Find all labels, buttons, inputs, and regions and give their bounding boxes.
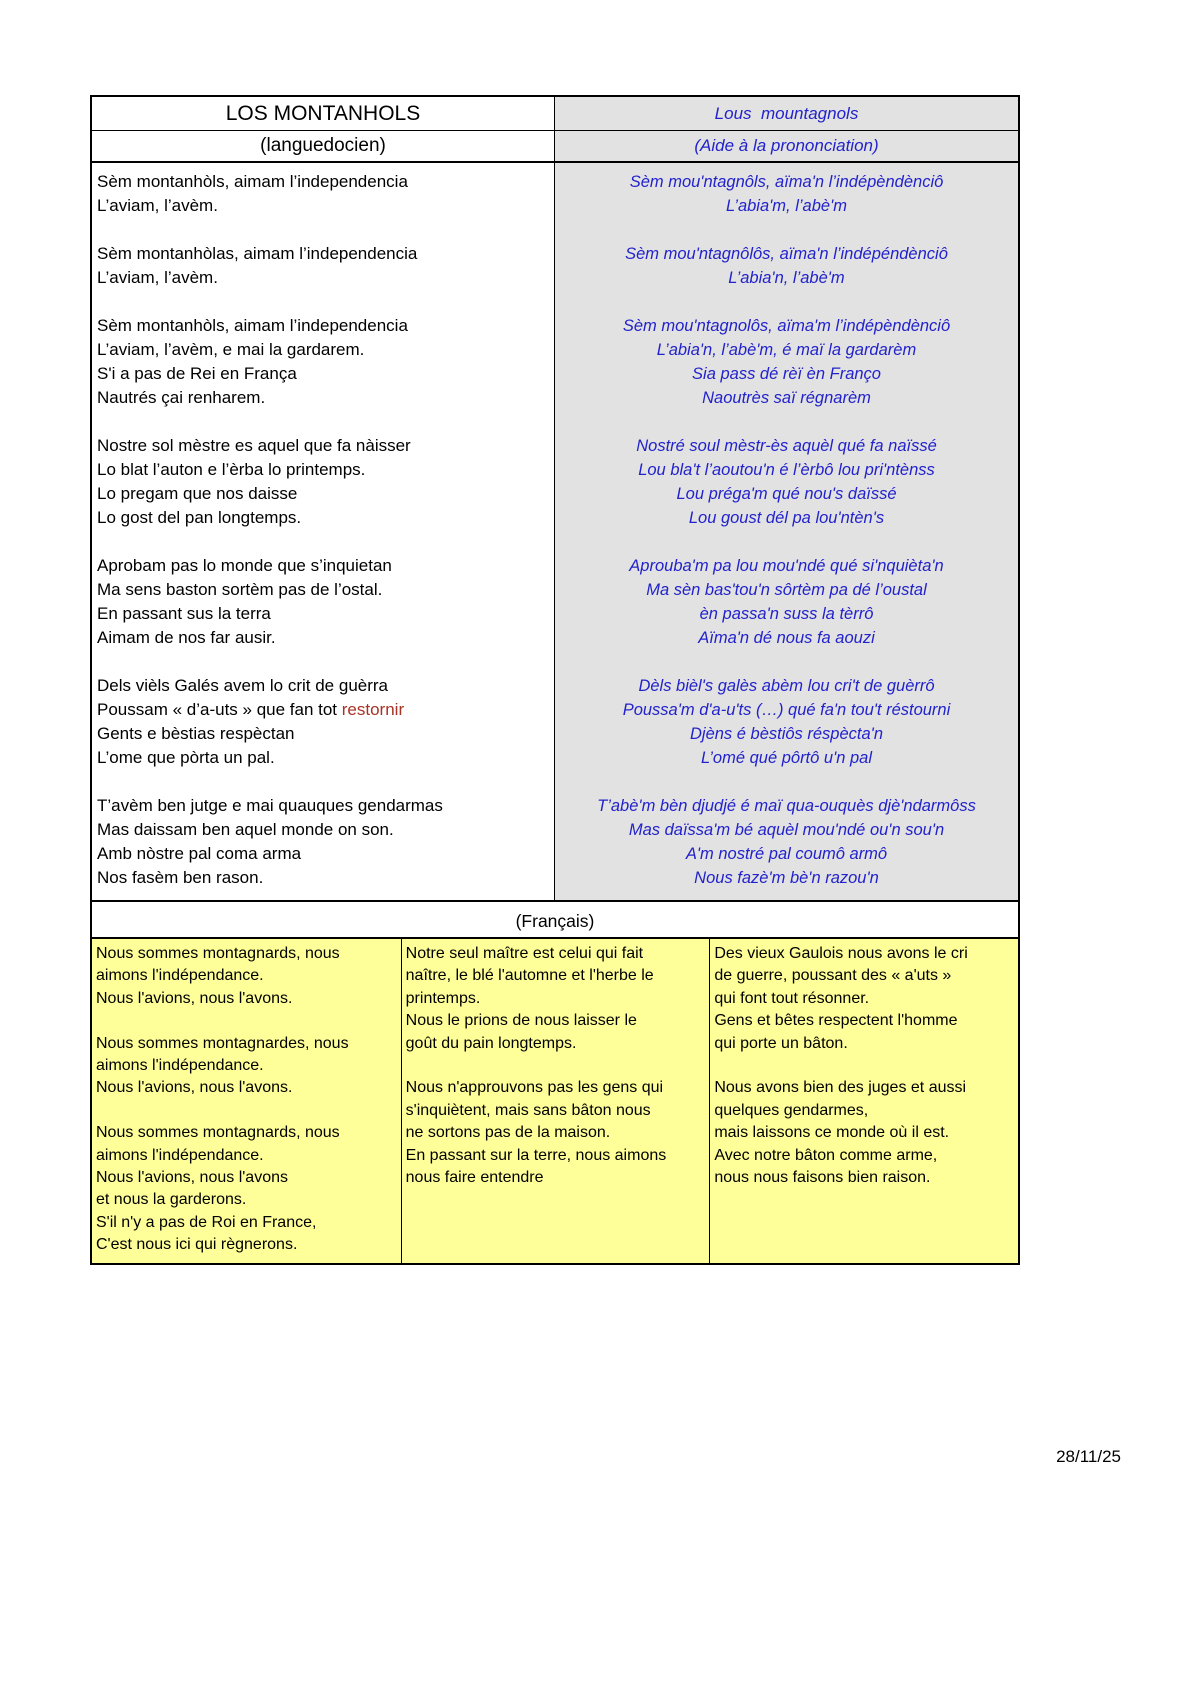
text-line: qui porte un bâton. [714,1034,848,1052]
verse [97,674,549,770]
text-line: èn passa'n suss la tèrrô [699,605,874,623]
text-line: Mas daissam ben aquel monde on son. [97,820,394,839]
text-line: Lo pregam que nos daisse [97,484,298,503]
text-line: Nous sommes montagnards, nous [96,945,340,962]
text-line: Nous l'avions, nous l'avons. [96,989,293,1007]
date-label: 28/11/25 [1056,1447,1121,1466]
text-line: Aprouba'm pa lou mou'ndé qué si'nquièta'n [629,557,944,575]
text-line: Sèm montanhòls, aimam l’independencia [97,316,408,335]
text-line: naître, le blé l'automne et l'herbe le [405,967,654,985]
text-line: nous nous faisons bien raison. [714,1169,931,1187]
text-line: Gens et bêtes respectent l'homme [714,1012,958,1030]
text-line: T’abè'm bèn djudjé é maï qua-ouquès djè'ndarmôss [597,797,976,815]
text-line: Avec notre bâton comme arme, [714,1146,938,1164]
text-line: de guerre, poussant des « a'uts » [714,967,952,985]
text-line: Sèm mou'ntagnôls, aïma'n l’indépèndènciô [629,173,944,191]
text-line: L’aviam, l’avèm. [97,196,218,215]
text-line: Amb nòstre pal coma arma [97,844,302,863]
lyrics-body-row [92,163,1018,900]
text-line: Dels vièls Galés avem lo crit de guèrra [97,676,389,695]
verse [97,314,549,410]
text-line: Nous l'avions, nous l'avons [96,1169,288,1187]
text-line: Nous le prions de nous laisser le [405,1012,637,1030]
text-line: aimons l'indépendance. [96,967,264,985]
text-line: Nous fazè'm bè'n razou'n [694,869,879,887]
pronunciation-title: Lous mountagnols [555,97,1018,130]
verse [559,170,1014,218]
text-line: Lou préga'm qué nou's daïssé [676,485,897,503]
text-line [406,1055,707,1077]
text-line: Lou goust dél pa lou'ntèn's [688,509,885,527]
text-line: Sia pass dé rèï èn Franço [692,365,881,383]
text-line: Aïma'n dé nous fa aouzi [698,629,875,647]
verse [97,794,549,890]
verse [559,674,1014,770]
text-line: L’aviam, l’avèm, e mai la gardarem. [97,340,365,359]
text-line: Nos fasèm ben rason. [97,868,264,887]
text-line: T’avèm ben jutge e mai quauques gendarmas [97,796,443,815]
text-line: aimons l'indépendance. [96,1146,264,1164]
verse [559,314,1014,410]
text-line: L’abia'n, l’abè'm [728,269,845,287]
text-line: Nous sommes montagnardes, nous [96,1034,349,1052]
text-line: Naoutrès saï régnarèm [702,389,871,407]
french-section-label: (Français) [92,900,1018,939]
highlighted-word: restornir [341,700,405,719]
occitan-title: LOS MONTANHOLS [92,97,555,130]
text-line: Gents e bèstias respèctan [97,724,295,743]
text-line: quelques gendarmes, [714,1101,869,1119]
text-line: En passant sus la terra [97,604,271,623]
text-line: Ma sens baston sortèm pas de l’ostal. [97,580,383,599]
text-line: Sèm montanhòlas, aimam l’independencia [97,244,418,263]
lyrics-table [90,95,1020,1265]
french-translation-row [92,939,1018,1263]
text-line: Mas daïssa'm bé aquèl mou'ndé ou'n sou'n [628,821,945,839]
french-column-3 [709,939,1018,1263]
text-line: Notre seul maître est celui qui fait [405,945,644,962]
verse [559,434,1014,530]
verse [97,170,549,218]
text-line: Aimam de nos far ausir. [97,628,276,647]
text-line: printemps. [405,989,481,1007]
text-line: Sèm montanhòls, aimam l’independencia [97,172,408,191]
text-line: Nous avons bien des juges et aussi [714,1079,967,1097]
text-line: qui font tout résonner. [714,989,870,1007]
verse [97,242,549,290]
verse [559,554,1014,650]
text-line: En passant sur la terre, nous aimons [405,1146,667,1164]
text-line [97,698,549,722]
french-column-1 [92,939,401,1263]
text-line [96,1010,398,1032]
text-line: S'i a pas de Rei en França [97,364,297,383]
text-line: Aprobam pas lo monde que s’inquietan [97,556,392,575]
text-line: Sèm mou'ntagnôlôs, aïma'n l’indépéndènciô [625,245,948,263]
text-line: Nous l'avions, nous l'avons. [96,1079,293,1097]
text-line: L’ome que pòrta un pal. [97,748,275,767]
verse [559,794,1014,890]
text-line: S'il n'y a pas de Roi en France, [96,1213,317,1231]
pronunciation-subtitle: (Aide à la prononciation) [555,131,1018,161]
french-column-2 [401,939,710,1263]
text-line: mais laissons ce monde où il est. [714,1124,950,1142]
verse [97,434,549,530]
text-line: goût du pain longtemps. [405,1034,577,1052]
text-line: Nous n'approuvons pas les gens qui [405,1079,664,1097]
text-line: aimons l'indépendance. [96,1057,264,1075]
text-line: L’abia'm, l’abè'm [726,197,847,215]
text-line [714,1055,1015,1077]
text-line: et nous la garderons. [96,1191,247,1209]
text-line: Poussa'm d'a-u'ts (…) qué fa'n tou't réstourni [622,701,951,719]
pronunciation-lyrics [555,163,1018,900]
text-line: Lo blat l’auton e l’èrba lo printemps. [97,460,366,479]
text-segment: Poussam « d’a-uts » que fan tot [97,700,342,719]
text-line: Des vieux Gaulois nous avons le cri [714,945,968,962]
text-line: A'm nostré pal coumô armô [685,845,888,863]
text-line: nous faire entendre [405,1169,544,1187]
text-line: Sèm mou'ntagnolôs, aïma'm l’indépèndènciô [622,317,951,335]
occitan-lyrics [92,163,555,900]
text-line: L’omé qué pôrtô u'n pal [700,749,873,767]
text-line: Ma sèn bas'tou'n sôrtèm pa dé l’oustal [646,581,927,599]
text-line: L’aviam, l’avèm. [97,268,218,287]
text-line: L’abia'n, l’abè'm, é maï la gardarèm [656,341,917,359]
subtitle-row [92,131,1018,163]
title-row [92,97,1018,131]
text-line: Lo gost del pan longtemps. [97,508,302,527]
text-line: Nostre sol mèstre es aquel que fa nàisser [97,436,411,455]
text-line: Nautrés çai renharem. [97,388,266,407]
text-line [96,1100,398,1122]
text-line: Nous sommes montagnards, nous [96,1124,340,1142]
occitan-subtitle: (languedocien) [92,131,555,161]
verse [559,242,1014,290]
text-line: ne sortons pas de la maison. [405,1124,611,1142]
verse [97,554,549,650]
text-line: s'inquiètent, mais sans bâton nous [405,1101,651,1119]
text-line: C'est nous ici qui règnerons. [96,1236,298,1254]
text-line: Lou bla't l’aoutou'n é l’èrbô lou pri'ntènss [638,461,935,479]
text-line: Nostré soul mèstr-ès aquèl qué fa naïssé [636,437,937,455]
text-line: Dèls bièl's galès abèm lou cri't de guèrrô [638,677,935,695]
text-line: Djèns é bèstiôs réspècta'n [689,725,883,743]
